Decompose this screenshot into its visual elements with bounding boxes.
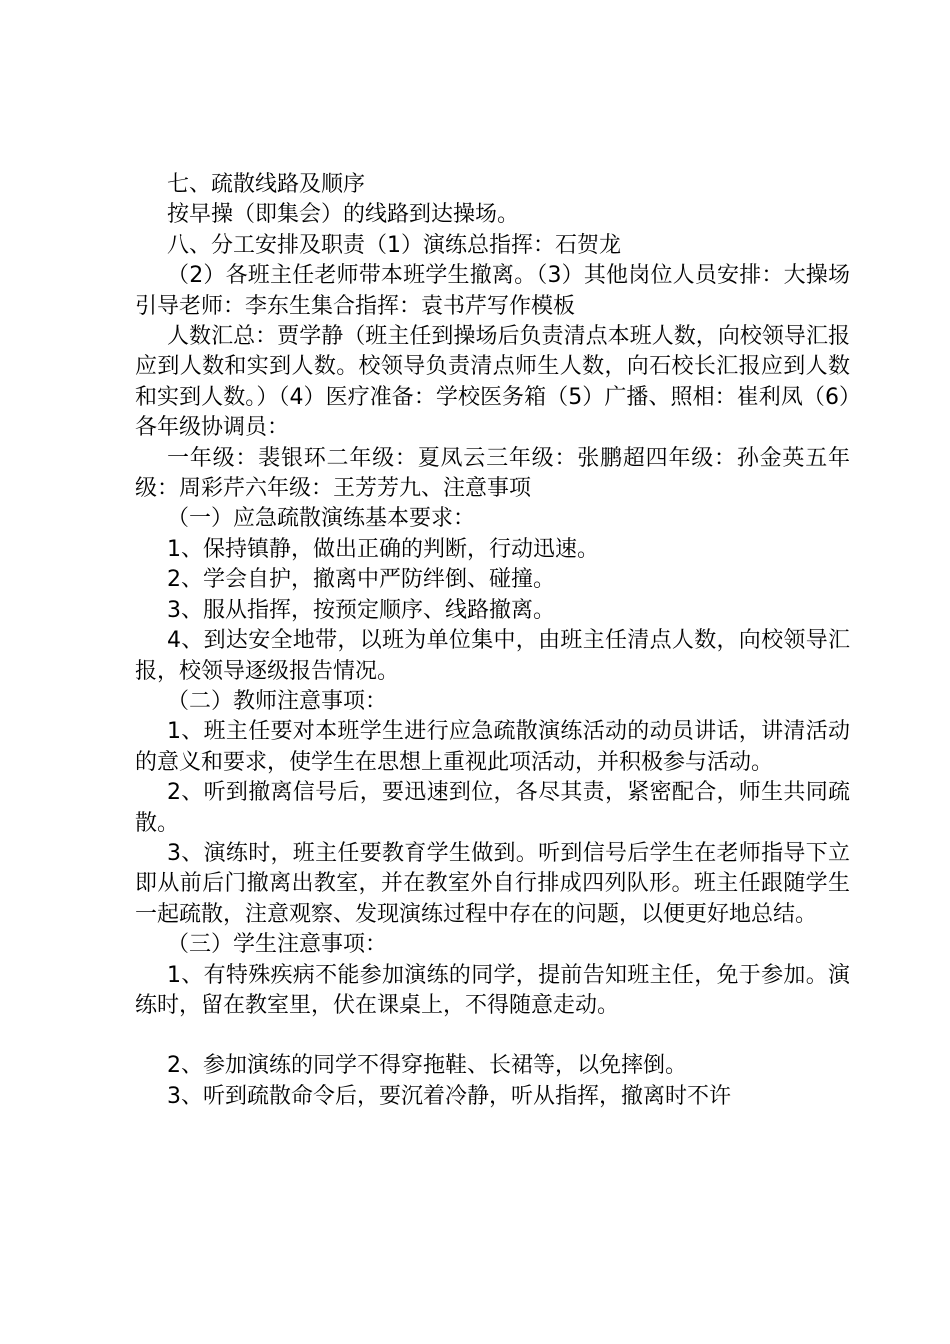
paragraph-grade-coordinators: 一年级：裴银环二年级：夏凤云三年级：张鹏超四年级：孙金英五年级：周彩芹六年级：王芳芳九、注意事项 <box>135 445 850 502</box>
list-item-requirement-1: 1、保持镇静，做出正确的判断，行动迅速。 <box>167 536 599 562</box>
list-item-teacher-1: 1、班主任要对本班学生进行应急疏散演练活动的动员讲话，讲清活动的意义和要求，使学生在思想上重视此项活动，并积极参与活动。 <box>135 719 850 775</box>
list-item-requirement-4: 4、到达安全地带，以班为单位集中，由班主任清点人数，向校领导汇报，校领导逐级报告情况。 <box>135 628 850 684</box>
blank-line <box>135 1021 850 1051</box>
paragraph-route: 按早操（即集会）的线路到达操场。 <box>167 202 520 228</box>
paragraph-headcount: 人数汇总：贾学静（班主任到操场后负责清点本班人数，向校领导汇报应到人数和实到人数。校领导负责清点师生人数，向石校长汇报应到人数和实到人数。）（4）医疗准备：学校医务箱（5）广播、照相：崔利凤（6）各年级协调员： <box>135 324 850 441</box>
list-item-student-3: 3、听到疏散命令后，要沉着冷静，听从指挥，撤离时不许 <box>167 1083 731 1109</box>
list-item-requirement-2: 2、学会自护，撤离中严防绊倒、碰撞。 <box>167 567 555 593</box>
heading-teacher-notes: （二）教师注意事项： <box>167 688 388 714</box>
list-item-student-1: 1、有特殊疾病不能参加演练的同学，提前告知班主任，免于参加。演练时，留在教室里，伏在课桌上，不得随意走动。 <box>135 962 850 1018</box>
heading-student-notes: （三）学生注意事项： <box>167 932 388 958</box>
heading-duties: 八、分工安排及职责（1）演练总指挥：石贺龙 <box>167 232 621 258</box>
list-item-student-2: 2、参加演练的同学不得穿拖鞋、长裙等，以免摔倒。 <box>167 1053 687 1079</box>
list-item-teacher-2: 2、听到撤离信号后，要迅速到位，各尽其责，紧密配合，师生共同疏散。 <box>135 780 850 836</box>
list-item-teacher-3: 3、演练时，班主任要教育学生做到。听到信号后学生在老师指导下立即从前后门撤离出教室，并在教室外自行排成四列队形。班主任跟随学生一起疏散，注意观察、发现演练过程中存在的问题，以便更好地总结。 <box>135 840 850 927</box>
list-item-requirement-3: 3、服从指挥，按预定顺序、线路撤离。 <box>167 597 555 623</box>
heading-basic-requirements: （一）应急疏散演练基本要求： <box>167 506 476 532</box>
document-body <box>135 170 850 1112</box>
paragraph-duties-2-3: （2）各班主任老师带本班学生撤离。（3）其他岗位人员安排：大操场引导老师：李东生集合指挥：袁书芹写作模板 <box>135 263 850 319</box>
heading-evacuation-route: 七、疏散线路及顺序 <box>167 172 366 197</box>
